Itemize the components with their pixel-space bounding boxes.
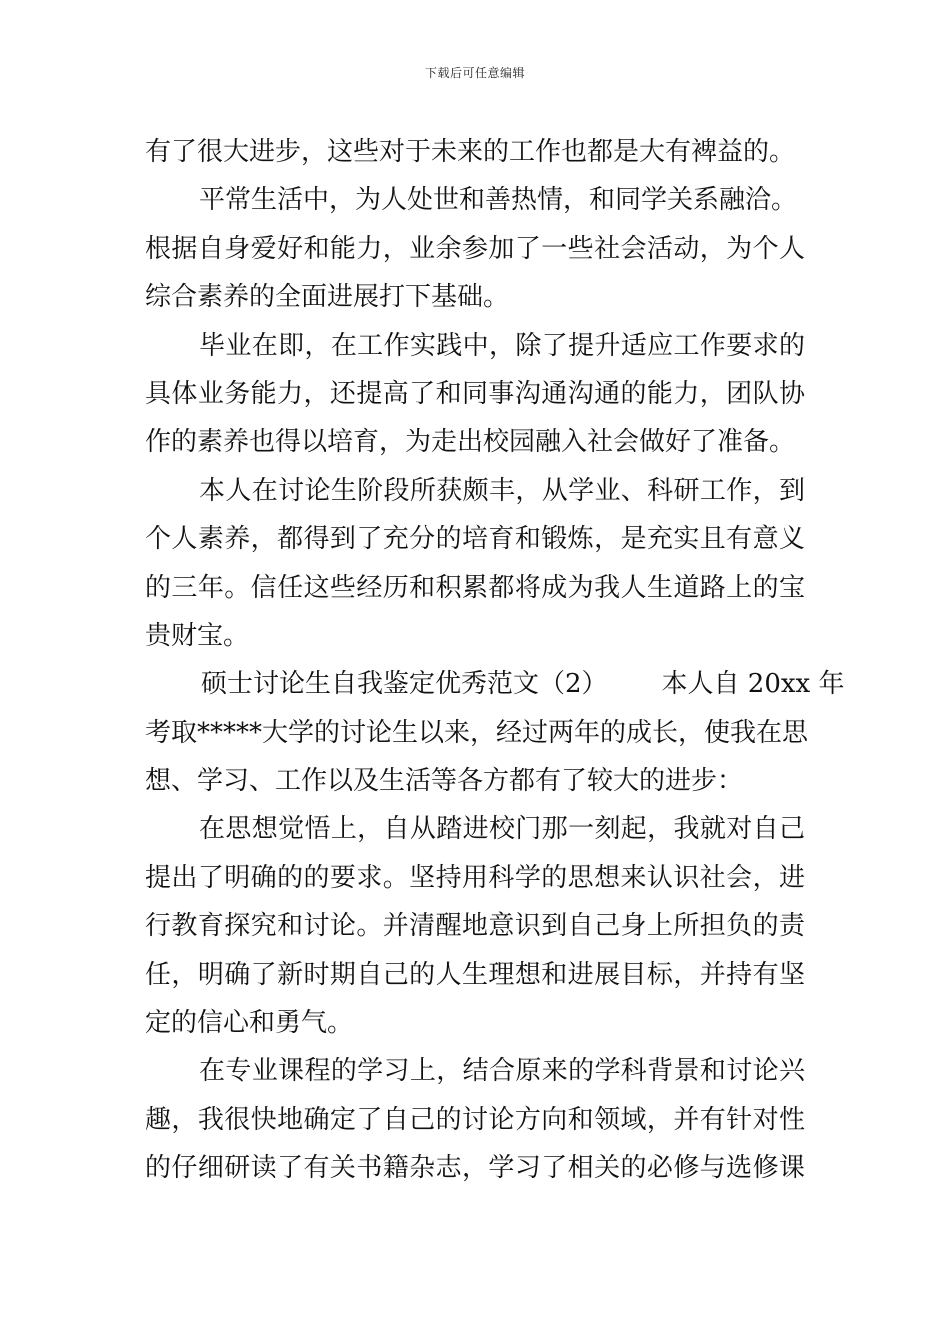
- text-line: 本人在讨论生阶段所获颇丰，从学业、科研工作，到: [199, 475, 805, 506]
- text-line: 在思想觉悟上，自从踏进校门那一刻起，我就对自己: [199, 814, 805, 845]
- text-line: 在专业课程的学习上，结合原来的学科背景和讨论兴: [199, 1056, 805, 1087]
- text-line: 毕业在即，在工作实践中，除了提升适应工作要求的: [199, 330, 805, 361]
- body-text: [145, 128, 845, 1193]
- text-line: 根据自身爱好和能力，业余参加了一些社会活动，为个人: [145, 233, 805, 264]
- text-line: 行教育探究和讨论。并清醒地意识到自己身上所担负的责: [145, 911, 805, 942]
- section-heading-line: [145, 660, 845, 708]
- text-line: 任，明确了新时期自己的人生理想和进展目标，并持有坚: [145, 959, 805, 990]
- text-line: 的三年。信任这些经历和积累都将成为我人生道路上的宝: [145, 572, 805, 603]
- text-line: 作的素养也得以培育，为走出校园融入社会做好了准备。: [145, 427, 796, 458]
- text-line: 平常生活中，为人处世和善热情，和同学关系融洽。: [199, 185, 798, 216]
- text-line: 定的信心和勇气。: [145, 1008, 354, 1039]
- text-line: 有了很大进步，这些对于未来的工作也都是大有裨益的。: [145, 137, 796, 167]
- text-line: 考取*****大学的讨论生以来，经过两年的成长，使我在思: [145, 717, 809, 748]
- section-heading: 硕士讨论生自我鉴定优秀范文（2）: [201, 669, 608, 700]
- text-line: 趣，我很快地确定了自己的讨论方向和领域，并有针对性: [145, 1104, 805, 1135]
- text-line: 具体业务能力，还提高了和同事沟通沟通的能力，团队协: [145, 378, 805, 409]
- text-line: 贵财宝。: [145, 620, 250, 651]
- text-line: 个人素养，都得到了充分的培育和锻炼，是充实且有意义: [145, 524, 805, 555]
- header-note: 下载后可任意编辑: [424, 66, 525, 80]
- text-line: 想、学习、工作以及生活等各方都有了较大的进步：: [145, 766, 744, 797]
- text-line: 提出了明确的的要求。坚持用科学的思想来认识社会，进: [145, 862, 805, 893]
- text-line: 的仔细研读了有关书籍杂志，学习了相关的必修与选修课: [145, 1153, 805, 1184]
- text-line: 综合素养的全面进展打下基础。: [145, 282, 510, 313]
- heading-trailing-text: 本人自 20xx 年: [661, 669, 845, 700]
